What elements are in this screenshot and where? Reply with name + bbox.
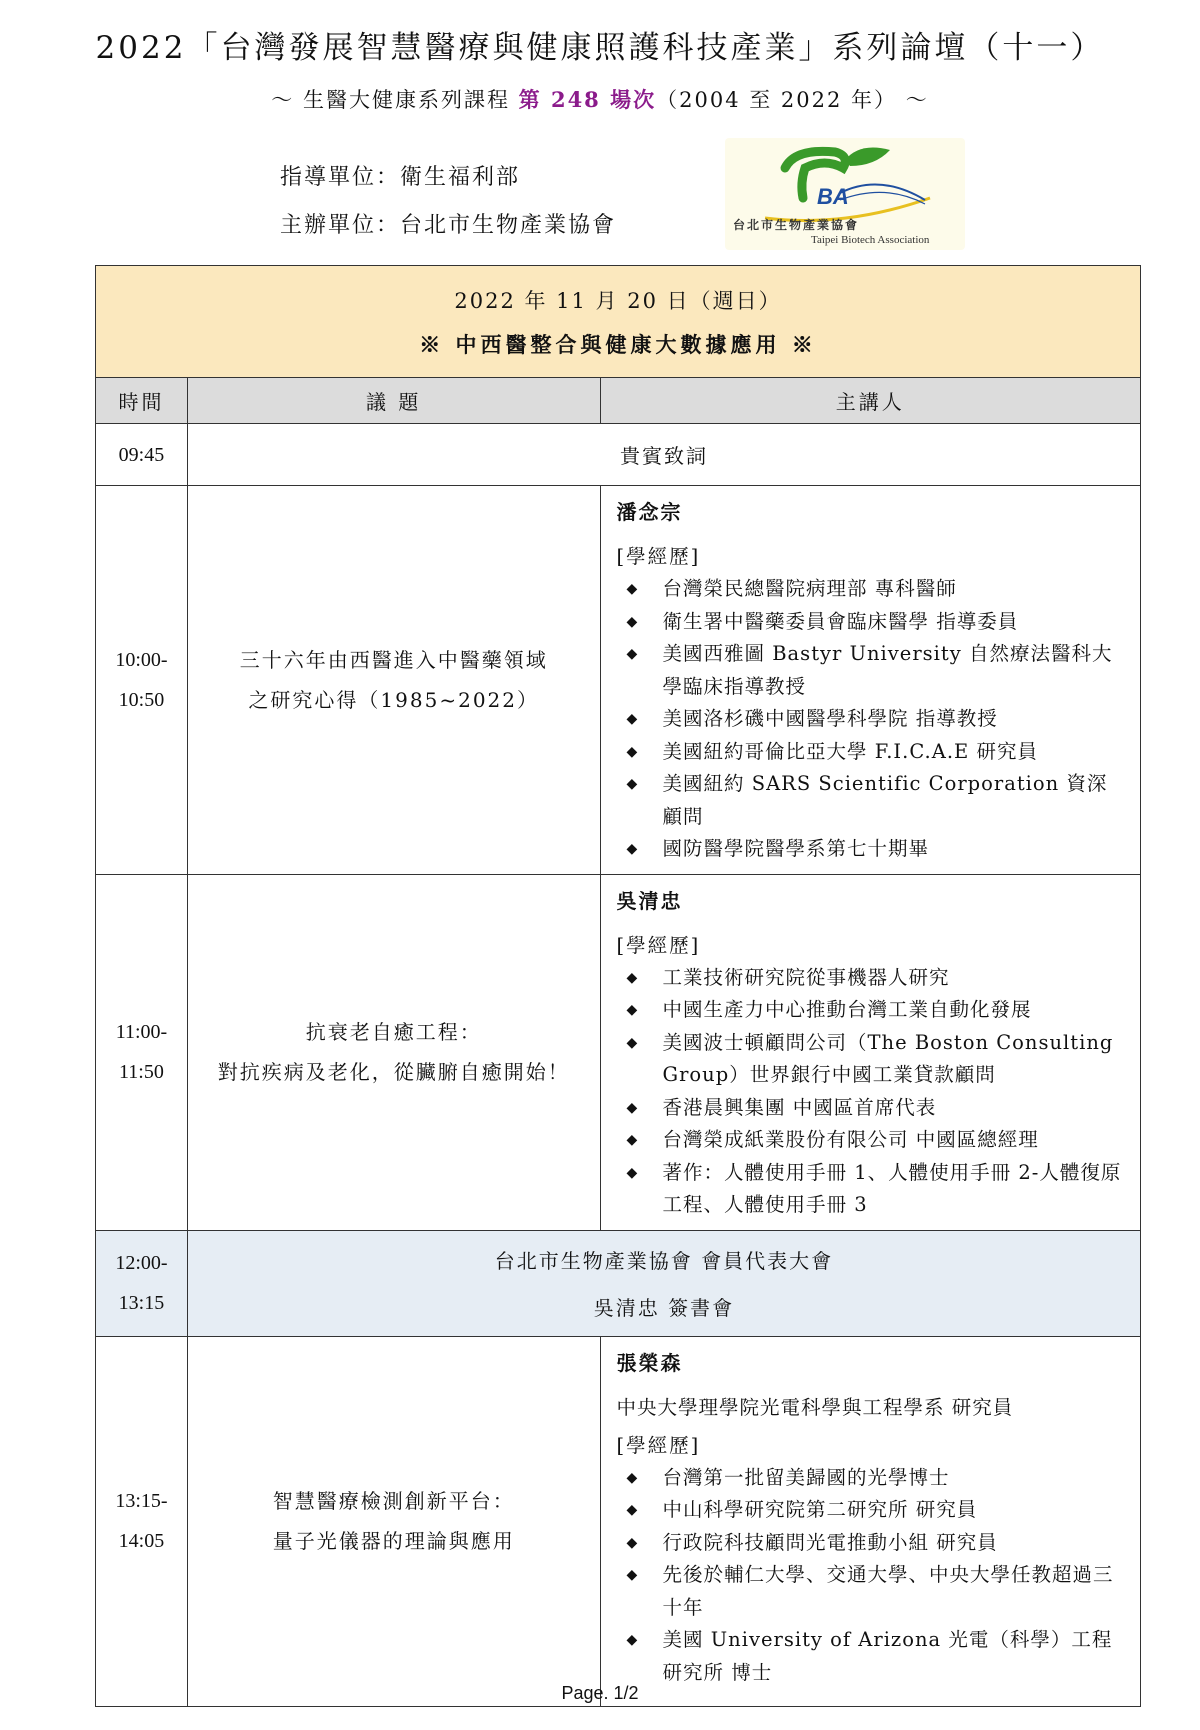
- diamond-bullet-icon: ◆: [626, 841, 639, 857]
- host-unit: 主辦單位：台北市生物產業協會: [280, 213, 617, 238]
- list-item: ◆ 美國紐約 SARS Scientific Corporation 資深顧問: [627, 768, 1124, 833]
- logo-letters: BA: [817, 184, 849, 209]
- guiding-unit: 指導單位：衛生福利部: [280, 165, 521, 190]
- day-theme: ※ 中西醫整合與健康大數據應用 ※: [419, 331, 817, 357]
- credentials-list: [617, 1462, 1124, 1690]
- speaker-name: 張榮森: [616, 1350, 683, 1375]
- row-speaker: [600, 486, 1140, 875]
- day-date: 2022 年 11 月 20 日（週日）: [454, 288, 782, 313]
- list-item: ◆ 中山科學研究院第二研究所 研究員: [627, 1494, 1124, 1527]
- diamond-bullet-icon: ◆: [626, 581, 639, 597]
- speaker-affiliation: 中央大學理學院光電科學與工程學系 研究員: [616, 1395, 1014, 1419]
- diamond-bullet-icon: ◆: [626, 1034, 639, 1051]
- table-row: [96, 1336, 1141, 1706]
- table-row: [96, 1230, 1141, 1336]
- row-topic-line: 抗衰老自癒工程：: [305, 1020, 482, 1044]
- diamond-bullet-icon: ◆: [626, 646, 639, 662]
- list-item: ◆ 工業技術研究院從事機器人研究: [627, 962, 1124, 995]
- assembly-title: 台北市生物產業協會 會員代表大會: [494, 1249, 834, 1273]
- row-topic: [187, 874, 600, 1230]
- column-header-speaker: 主講人: [600, 378, 1140, 424]
- list-item: ◆ 美國洛杉磯中國醫學科學院 指導教授: [627, 703, 1124, 736]
- row-time: [96, 486, 188, 875]
- column-header-row: [96, 378, 1141, 424]
- row-topic: [187, 1336, 600, 1706]
- list-item: ◆ 著作：人體使用手冊 1、人體使用手冊 2-人體復原工程、人體使用手冊 3: [627, 1157, 1124, 1222]
- page-number: Page. 1/2: [561, 1683, 639, 1703]
- diamond-bullet-icon: ◆: [626, 1099, 639, 1116]
- list-item: ◆ 美國 University of Arizona 光電（科學）工程研究所 博士: [627, 1624, 1124, 1689]
- list-item: ◆ 台灣榮民總醫院病理部 專科醫師: [627, 573, 1124, 606]
- list-item: ◆ 衛生署中醫藥委員會臨床醫學 指導委員: [627, 606, 1124, 639]
- row-topic-line: 對抗疾病及老化，從臟腑自癒開始！: [217, 1060, 570, 1084]
- session-number: 第 248 場次: [518, 87, 657, 112]
- credentials-heading: [學經歷]: [616, 545, 701, 568]
- diamond-bullet-icon: ◆: [626, 1164, 639, 1181]
- association-logo: [725, 138, 965, 248]
- list-item: ◆ 美國西雅圖 Bastyr University 自然療法醫科大學臨床指導教授: [627, 638, 1124, 703]
- list-item: ◆ 行政院科技顧問光電推動小組 研究員: [627, 1527, 1124, 1560]
- list-item: ◆ 台灣榮成紙業股份有限公司 中國區總經理: [627, 1124, 1124, 1157]
- diamond-bullet-icon: ◆: [626, 776, 639, 792]
- page-title: 2022「台灣發展智慧醫療與健康照護科技產業」系列論壇（十一）: [95, 30, 1105, 66]
- credentials-heading: [學經歷]: [616, 933, 701, 957]
- logo-name-en: Taipei Biotech Association: [811, 234, 930, 246]
- list-item: ◆ 美國紐約哥倫比亞大學 F.I.C.A.E 研究員: [627, 736, 1124, 769]
- subtitle-suffix: （2004 至 2022 年） ～: [656, 88, 929, 112]
- credentials-list: [617, 573, 1124, 866]
- diamond-bullet-icon: ◆: [626, 1502, 639, 1518]
- diamond-bullet-icon: ◆: [626, 1534, 639, 1551]
- list-item: ◆ 台灣第一批留美歸國的光學博士: [627, 1462, 1124, 1495]
- list-item: ◆ 美國波士頓顧問公司（The Boston Consulting Group）世界銀行中國工業貸款顧問: [627, 1027, 1124, 1092]
- row-topic-line: 三十六年由西醫進入中醫藥領域: [239, 647, 548, 672]
- table-row: [96, 424, 1141, 486]
- row-full-text: 貴賓致詞: [187, 424, 1140, 486]
- credentials-list: [617, 962, 1124, 1222]
- subtitle: [0, 84, 1200, 114]
- subtitle-prefix: ～ 生醫大健康系列課程: [271, 88, 519, 112]
- credentials-heading: [學經歷]: [616, 1433, 701, 1457]
- speaker-name: 吳清忠: [616, 888, 683, 913]
- diamond-bullet-icon: ◆: [626, 711, 639, 727]
- row-speaker: [600, 874, 1140, 1230]
- row-speaker: [600, 1336, 1140, 1706]
- row-time-end: 14:05: [118, 1530, 165, 1552]
- row-time-end: 10:50: [118, 688, 165, 711]
- row-full-text: [187, 1230, 1140, 1336]
- row-time-start: 10:00-: [115, 648, 168, 671]
- list-item: ◆ 中國生產力中心推動台灣工業自動化發展: [627, 994, 1124, 1027]
- row-topic-line: 智慧醫療檢測創新平台：: [272, 1489, 515, 1513]
- row-time: [96, 874, 188, 1230]
- day-header-row: [96, 266, 1141, 378]
- row-time-start: 13:15-: [115, 1490, 168, 1512]
- row-topic-line: 量子光儀器的理論與應用: [272, 1529, 515, 1553]
- row-time-end: 11:50: [119, 1061, 164, 1083]
- diamond-bullet-icon: ◆: [626, 1567, 639, 1583]
- diamond-bullet-icon: ◆: [626, 613, 639, 630]
- list-item: ◆ 國防醫學院醫學系第七十期畢: [627, 833, 1124, 866]
- column-header-time: 時間: [96, 378, 188, 424]
- column-header-topic: 議 題: [187, 378, 600, 424]
- list-item: ◆ 先後於輔仁大學、交通大學、中央大學任教超過三十年: [627, 1559, 1124, 1624]
- row-topic: [187, 486, 600, 875]
- logo-name-cn: 台北市生物產業協會: [733, 218, 860, 232]
- row-time-start: 11:00-: [115, 1021, 168, 1043]
- diamond-bullet-icon: ◆: [626, 1469, 639, 1486]
- book-signing: 吳清忠 簽書會: [593, 1296, 735, 1320]
- row-time-start: 12:00-: [115, 1252, 168, 1274]
- table-row: [96, 486, 1141, 875]
- speaker-name: 潘念宗: [616, 500, 683, 524]
- day-header: [96, 266, 1141, 378]
- row-time-end: 13:15: [118, 1292, 165, 1314]
- diamond-bullet-icon: ◆: [626, 1002, 639, 1018]
- schedule-table: [95, 265, 1141, 1707]
- row-time: 09:45: [96, 424, 188, 486]
- row-topic-line: 之研究心得（1985~2022）: [248, 687, 539, 712]
- diamond-bullet-icon: ◆: [626, 1132, 639, 1148]
- table-row: [96, 874, 1141, 1230]
- row-time: [96, 1336, 188, 1706]
- list-item: ◆ 香港晨興集團 中國區首席代表: [627, 1092, 1124, 1125]
- row-time: [96, 1230, 188, 1336]
- organizers: [280, 160, 616, 256]
- diamond-bullet-icon: ◆: [626, 743, 639, 760]
- diamond-bullet-icon: ◆: [626, 969, 639, 986]
- diamond-bullet-icon: ◆: [626, 1632, 639, 1648]
